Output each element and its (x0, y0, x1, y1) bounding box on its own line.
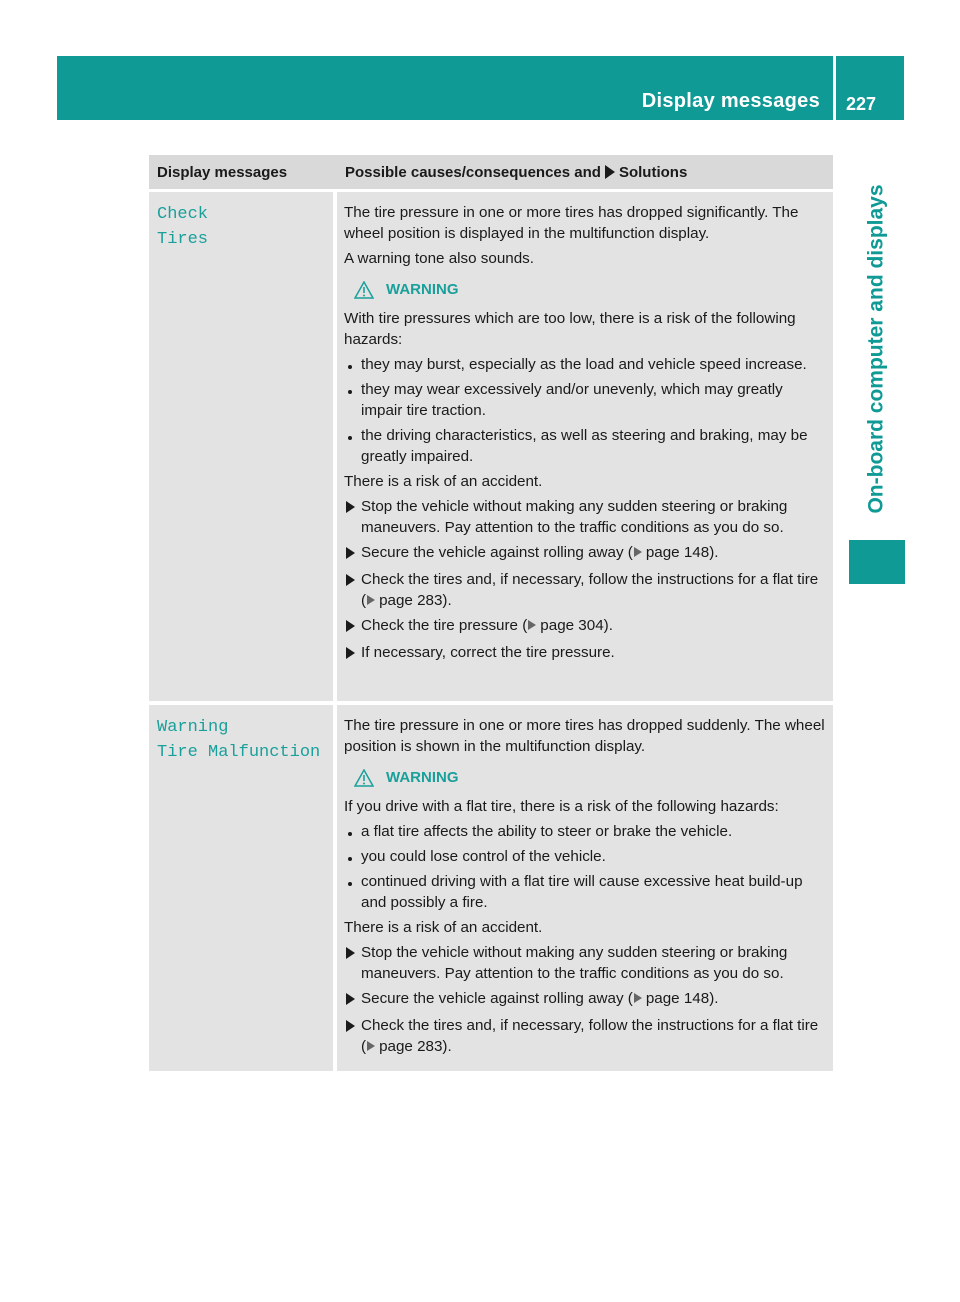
page-ref-icon (634, 993, 642, 1003)
page-ref-link[interactable]: page 148 (645, 990, 710, 1007)
step-text-part: Check the tires and, if necessary, follow the instructions for a flat tire ( (361, 1017, 819, 1055)
list-item-text: you could lose control of the vehicle. (361, 848, 606, 865)
step-text (361, 1015, 827, 1057)
arrow-right-icon (605, 165, 615, 179)
risk-text: There is a risk of an accident. (344, 473, 543, 490)
col-header-solutions (335, 164, 833, 181)
page-ref-icon (367, 1041, 375, 1051)
cause-text: The tire pressure in one or more tires has dropped suddenly. The wheel position is shown in the multifunction display. (344, 717, 825, 755)
bullet-icon (348, 365, 352, 369)
list-item-text: continued driving with a flat tire will cause excessive heat build-up and possibly a fire. (361, 873, 803, 911)
warning-heading (354, 279, 827, 300)
warning-intro: If you drive with a flat tire, there is a risk of the following hazards: (344, 798, 779, 815)
step-text-part: Secure the vehicle against rolling away ( (361, 990, 633, 1007)
page-section-title: Display messages (641, 90, 820, 112)
warning-triangle-icon (354, 281, 374, 299)
list-item-text: they may wear excessively and/or unevenly, which may greatly impair tire traction. (361, 381, 783, 419)
display-message-cell (149, 705, 333, 1071)
step-item (344, 988, 827, 1011)
step-item (344, 542, 827, 565)
header-divider (833, 56, 836, 120)
page-ref-icon (528, 620, 536, 630)
side-tab-label: On-board computer and displays (865, 184, 888, 514)
step-arrow-icon (346, 947, 355, 959)
step-arrow-icon (346, 620, 355, 632)
page-ref-link[interactable]: page 283 (379, 592, 443, 609)
page-header (57, 56, 904, 120)
warning-label: WARNING (386, 769, 459, 786)
step-text (361, 988, 718, 1011)
bullet-icon (348, 882, 352, 886)
display-messages-table (149, 155, 833, 1071)
table-header (149, 155, 833, 189)
display-message-line: Warning (157, 718, 229, 737)
col-header-causes-label: Possible causes/consequences and (345, 163, 601, 181)
page-ref-link[interactable]: page 283 (379, 1038, 443, 1055)
risk-text: There is a risk of an accident. (344, 919, 543, 936)
list-item (344, 425, 827, 467)
display-message-line: Check (157, 205, 209, 224)
step-arrow-icon (346, 647, 355, 659)
step-text: Stop the vehicle without making any sudden steering or braking maneuvers. Pay attention to the traffic conditions as you do so. (361, 944, 788, 982)
list-item (344, 871, 827, 913)
step-arrow-icon (346, 501, 355, 513)
step-item (344, 1015, 827, 1057)
list-item-text: a flat tire affects the ability to steer or brake the vehicle. (361, 823, 733, 840)
step-text (361, 569, 827, 611)
warning-intro: With tire pressures which are too low, there is a risk of the following hazards: (344, 310, 796, 348)
page-ref-link[interactable]: page 304 (540, 617, 604, 634)
page-ref-icon (367, 595, 375, 605)
step-item (344, 942, 827, 984)
step-text (361, 542, 718, 565)
page-number: 227 (846, 94, 877, 114)
col-header-display-messages: Display messages (157, 163, 288, 181)
step-text-part: ). (442, 592, 452, 609)
cause-text: The tire pressure in one or more tires has dropped significantly. The wheel position is displayed in the multifunction display. (344, 204, 799, 242)
list-item-text: the driving characteristics, as well as steering and braking, may be greatly impaired. (361, 427, 808, 465)
display-message-line: Tire Malfunction (157, 743, 321, 762)
list-item (344, 846, 827, 867)
step-text: Stop the vehicle without making any sudden steering or braking maneuvers. Pay attention to the traffic conditions as you do so. (361, 498, 788, 536)
step-arrow-icon (346, 547, 355, 559)
step-text-part: Secure the vehicle against rolling away ( (361, 544, 633, 561)
step-text: If necessary, correct the tire pressure. (361, 644, 615, 661)
bullet-icon (348, 390, 352, 394)
table-row (149, 192, 833, 701)
bullet-icon (348, 436, 352, 440)
table-row (149, 705, 833, 1071)
step-text-part: ). (709, 990, 719, 1007)
step-text-part: ). (442, 1038, 452, 1055)
cause-text: A warning tone also sounds. (344, 250, 534, 267)
page-ref-link[interactable]: page 148 (645, 544, 710, 561)
step-text-part: Check the tire pressure ( (361, 617, 528, 634)
bullet-icon (348, 857, 352, 861)
step-text (361, 615, 613, 638)
step-text-part: ). (709, 544, 719, 561)
display-message-cell (149, 192, 333, 701)
bullet-icon (348, 832, 352, 836)
step-text-part: Check the tires and, if necessary, follow the instructions for a flat tire ( (361, 571, 819, 609)
list-item (344, 379, 827, 421)
list-item (344, 354, 827, 375)
step-arrow-icon (346, 1020, 355, 1032)
col-header-solutions-label: Solutions (618, 163, 688, 181)
step-item (344, 642, 827, 665)
warning-heading (354, 767, 827, 788)
solutions-cell (337, 192, 833, 701)
step-arrow-icon (346, 574, 355, 586)
step-arrow-icon (346, 993, 355, 1005)
solutions-cell (337, 705, 833, 1071)
list-item-text: they may burst, especially as the load and vehicle speed increase. (361, 356, 807, 373)
step-item (344, 496, 827, 538)
display-message-line: Tires (157, 230, 209, 249)
side-tab-marker (849, 540, 905, 584)
list-item (344, 821, 827, 842)
warning-triangle-icon (354, 769, 374, 787)
page-ref-icon (634, 547, 642, 557)
step-item (344, 615, 827, 638)
step-text-part: ). (603, 617, 613, 634)
side-tab (849, 168, 905, 530)
step-item (344, 569, 827, 611)
warning-label: WARNING (386, 281, 459, 298)
